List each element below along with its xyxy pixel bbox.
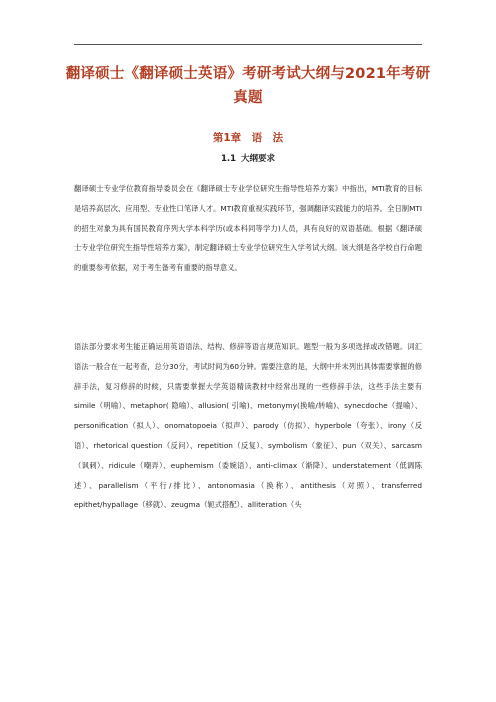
body-paragraph-intro: 翻译硕士专业学位教育指导委员会在《翻译硕士专业学位研究生指导性培养方案》中指出，MTI教育的目标是培养高层次、应用型、专业性口笔译人才。MTI教育重视实践环节，强调翻译实践能力的培养。全日制MTI的招生对象为具有国民教育序列大学本科学历(或本科同等学力)人员，具有良好的双语基础。根据《翻译硕士专业学位研究生指导性培养方案》，制定翻译硕士专业学位研究生入学考试大纲。该大纲是各学校自行命题的重要参考依据，对于考生备考有重要的指导意义。 — [74, 184, 422, 273]
section-title: 大纲要求 — [241, 154, 276, 164]
header-rule — [74, 44, 422, 45]
document-title: 翻译硕士《翻译硕士英语》考研考试大纲与2021年考研真题 — [65, 66, 431, 106]
section-heading — [74, 152, 422, 166]
section-number: 1.1 — [220, 154, 237, 164]
chapter-heading: 第1章 语 法 — [212, 132, 284, 144]
body-paragraph-grammar: 语法部分要求考生能正确运用英语语法、结构、修辞等语言规范知识。题型一般为多项选择或改错题。词汇语法一般合在一起考查，总分30分，考试时间为60分钟。需要注意的是，大纲中并未列出具体需要掌握的修辞手法，复习修辞的时候，只需要掌握大学英语精读教材中经常出现的一些修辞手法，这些手法主要有simile（明喻）、metaphor( 隐喻）、allusion( 引喻)、metonymy(换喻/转喻)、synecdoche（提喻）、personification（拟人）、onomatopoeia（拟声）、parody（仿拟）、hyperbole（夸张）、irony（反语）、rhetorical question（反问）、repetition（反复）、symbolism（象征）、pun（双关）、sarcasm（讽刺）、ridicule（嘲弄）、euphemism（委婉语）、anti-climax（渐降）、understatement（低调陈述）、parallelism（平行/排比）、antonomasia（换称）、antithesis（对照）、transferred epithet/hypallage（移就）、zeugma（轭式搭配）、alliteration（头 — [74, 342, 422, 510]
